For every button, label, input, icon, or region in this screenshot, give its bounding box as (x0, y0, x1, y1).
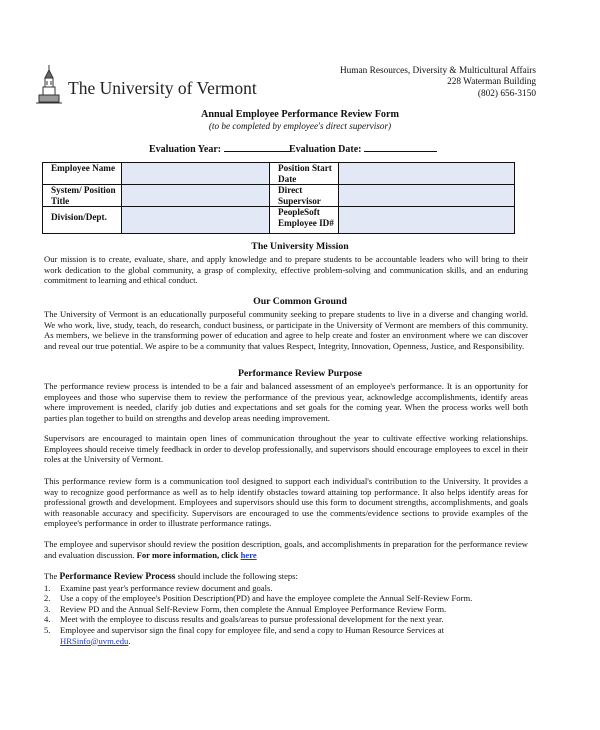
mission-heading: The University Mission (251, 241, 349, 252)
more-info-label: For more information, click (136, 549, 239, 560)
position-start-input[interactable] (339, 163, 515, 185)
building-tower-icon (34, 64, 64, 104)
division-label: Division/Dept. (43, 207, 122, 234)
division-input[interactable] (122, 207, 270, 234)
evaluation-date-label: Evaluation Date: (289, 144, 362, 155)
phone-line: (802) 656-3150 (477, 88, 536, 99)
step-number: 3. (44, 603, 51, 614)
employee-info-table (42, 162, 515, 234)
step-text: Review PD and the Annual Self-Review Form, then complete the Annual Employee Performance Review Form. (60, 603, 447, 614)
mission-text: Our mission is to create, evaluate, share, and apply knowledge and to prepare students to be accountable leaders who will bring to their work dedication to the global community, a grasp of complexity, effective problem-solving and communication skills, and an enduring commitment to learning and ethical conduct. (44, 254, 528, 286)
evaluation-year-label: Evaluation Year: (149, 144, 222, 155)
process-intro-pre: The (44, 571, 58, 581)
department-address (340, 66, 536, 100)
step-text: Use a copy of the employee's Position Description(PD) and have the employee complete the Annual Self-Review Form. (60, 593, 473, 604)
step-text: Meet with the employee to discuss results and goals/areas to pursue professional development for the next year. (60, 614, 444, 625)
process-step (44, 583, 528, 594)
step-number: 4. (44, 614, 51, 625)
evaluation-date-field[interactable] (289, 143, 437, 155)
purpose-paragraph-3: This performance review form is a communication tool designed to support each individual's contribution to the University. It provides a way to recognize good performance as well as to help identify obstacles toward attaining top performance. It also helps identify areas for professional growth and development. Employees and supervisors should use this form to document strengths, accomplishments, and goals with reasonable accuracy and specificity. Supervisors are encouraged to use the comments/evidence sections to provide examples of the employee's performance in order to illustrate performance ratings. (44, 476, 528, 529)
step-number: 1. (44, 582, 51, 593)
address-line: 228 Waterman Building (447, 77, 536, 88)
common-ground-text: The University of Vermont is an educationally purposeful community seeking to prepare students to live in a diverse and changing world. We who work, live, study, teach, do research, conduct business, or participate in the University of Vermont are members of this community. As members, we believe in the transforming power of education and agree to help create and foster an environment where we can discover and reveal our true potential. We aspire to be a community that values Respect, Integrity, Innovation, Openness, Justice, and Responsibility. (44, 309, 528, 351)
purpose-heading: Performance Review Purpose (237, 368, 363, 379)
form-title: Annual Employee Performance Review Form (200, 109, 400, 120)
common-ground-heading: Our Common Ground (253, 296, 347, 307)
step-text: Examine past year's performance review document and goals. (60, 582, 273, 593)
evaluation-year-field[interactable] (149, 143, 290, 155)
peoplesoft-id-input[interactable] (339, 207, 515, 234)
hrs-email-link[interactable]: HRSinfo@uvm.edu (60, 635, 129, 646)
university-name: The University of Vermont (68, 78, 257, 98)
process-intro-post: should include the following steps: (177, 571, 298, 581)
more-info-link[interactable]: here (240, 549, 257, 560)
purpose-paragraph-1: The performance review process is intended to be a fair and balanced assessment of an employee's performance. It is an opportunity for employees and those who supervise them to review the performance of the previous year, acknowledge accomplishments, identify areas where improvement is needed, clarify job duties and expectations and set goals for the coming year. When the process works well both parties plan together to build on strengths and develop areas needing improvement. (44, 381, 528, 423)
process-step (44, 593, 528, 604)
process-step (44, 604, 528, 615)
position-title-input[interactable] (122, 185, 270, 207)
process-step (44, 614, 528, 625)
process-step (44, 625, 528, 636)
email-tail: . (128, 635, 131, 646)
employee-name-input[interactable] (122, 163, 270, 185)
purpose-paragraph-4 (44, 539, 528, 560)
form-subtitle: (to be completed by employee's direct supervisor) (208, 121, 392, 131)
direct-supervisor-input[interactable] (339, 185, 515, 207)
position-title-label: System/ Position Title (43, 185, 122, 207)
step-text: Employee and supervisor sign the final copy for employee file, and send a copy to Human Resource Services at (60, 624, 444, 635)
process-intro (44, 571, 528, 583)
purpose-paragraph-2: Supervisors are encouraged to maintain open lines of communication throughout the year to cultivate effective working relationships. Employees should receive timely feedback in order to develop professionally, and supervisors should encourage employees to excel in their roles at the University of Vermont. (44, 433, 528, 465)
position-start-label: Position Start Date (270, 163, 339, 185)
purpose-paragraph-4-text: The employee and supervisor should review the position description, goals, and accomplishments in preparation for the performance review and evaluation discussion. (44, 539, 528, 560)
process-intro-title: Performance Review Process (59, 572, 176, 582)
review-process-list (44, 571, 528, 646)
email-line (44, 636, 528, 647)
peoplesoft-id-label: PeopleSoft Employee ID# (270, 207, 339, 234)
step-number: 2. (44, 593, 51, 604)
step-number: 5. (44, 624, 51, 635)
evaluation-date-blank[interactable] (364, 143, 437, 152)
direct-supervisor-label: Direct Supervisor (270, 185, 339, 207)
evaluation-year-blank[interactable] (224, 143, 290, 152)
employee-name-label: Employee Name (43, 163, 122, 185)
department-line: Human Resources, Diversity & Multicultural Affairs (339, 66, 536, 76)
